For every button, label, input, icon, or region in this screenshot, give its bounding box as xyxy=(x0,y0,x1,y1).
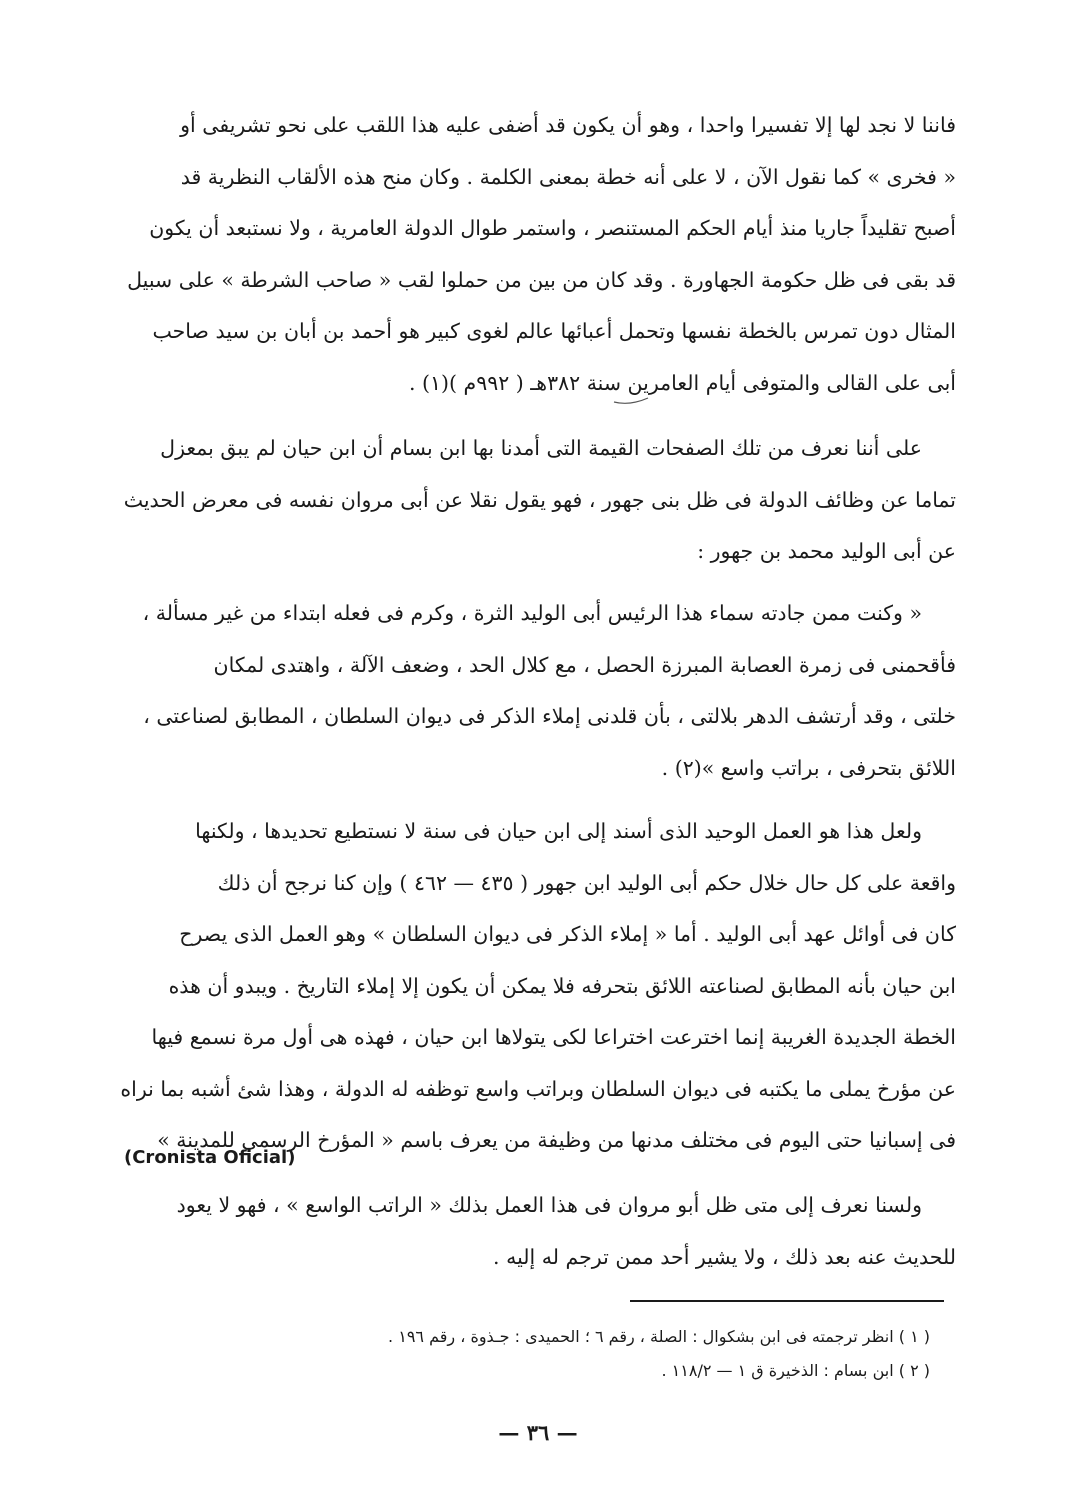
paragraph-line: أبى على القالى والمتوفى أيام العامرين سنة ٣٨٢هـ ( ٩٩٢م )(١) . xyxy=(408,370,956,395)
quotation-paragraph xyxy=(100,588,956,794)
footnote-divider xyxy=(630,1300,944,1302)
stray-ink-mark xyxy=(612,396,650,406)
paragraph-line: كان فى أوائل عهد أبى الوليد . أما « إملاء الذكر فى ديوان السلطان » وهو العمل الذى يصرح xyxy=(179,922,956,946)
page-number: — ٣٦ — xyxy=(498,1420,578,1445)
paragraph-line: فأقحمنى فى زمرة العصابة المبرزة الحصل ، مع كلال الحد ، وضعف الآلة ، واهتدى لمكان xyxy=(213,652,956,677)
paragraph-line: واقعة على كل حال خلال حكم أبى الوليد ابن جهور ( ٤٣٥ — ٤٦٢ ) وإن كنا نرجح أن ذلك xyxy=(217,870,956,895)
paragraph-line: « فخرى » كما نقول الآن ، لا على أنه خطة بمعنى الكلمة . وكان منح هذه الألقاب النظرية قد xyxy=(180,164,956,189)
paragraph-line: للحديث عنه بعد ذلك ، ولا يشير أحد ممن ترجم له إليه . xyxy=(493,1244,956,1269)
paragraph-line: ولسنا نعرف إلى متى ظل أبو مروان فى هذا العمل بذلك « الراتب الواسع » ، فهو لا يعود xyxy=(176,1193,922,1217)
paragraph-4 xyxy=(100,806,956,1167)
paragraph-line: المثال دون تمرس بالخطة نفسها وتحمل أعبائها عالم لغوى كبير هو أحمد بن أبان بن سيد صاحب xyxy=(152,319,956,343)
paragraph-5 xyxy=(100,1180,956,1283)
paragraph-line: خلتى ، وقد أرتشف الدهر بلالتى ، بأن قلدنى إملاء الذكر فى ديوان السلطان ، المطابق لصناعتى ، xyxy=(143,704,956,728)
paragraph-line: ابن حيان بأنه المطابق لصناعته اللائق بتحرفه فلا يمكن أن يكون إلا إملاء التاريخ . ويبدو أن هذه xyxy=(168,973,956,998)
paragraph-1 xyxy=(100,100,956,409)
paragraph-line: ولعل هذا هو العمل الوحيد الذى أسند إلى ابن حيان فى سنة لا نستطيع تحديدها ، ولكنها xyxy=(195,819,922,843)
footnotes xyxy=(230,1320,930,1388)
paragraph-line: تماما عن وظائف الدولة فى ظل بنى جهور ، فهو يقول نقلا عن أبى مروان نفسه فى معرض الحديث xyxy=(123,487,956,512)
paragraph-line: « وكنت ممن جادته سماء هذا الرئيس أبى الوليد الثرة ، وكرم فى فعله ابتداء من غير مسألة ، xyxy=(142,601,922,625)
paragraph-2 xyxy=(100,423,956,578)
latin-term: (Cronista Oficial) xyxy=(124,1147,296,1168)
paragraph-line: قد بقى فى ظل حكومة الجهاورة . وقد كان من بين من حملوا لقب « صاحب الشرطة » على سبيل xyxy=(127,267,956,292)
paragraph-line: اللائق بتحرفى ، براتب واسع »(٢) . xyxy=(661,755,956,780)
paragraph-line: فى إسبانيا حتى اليوم فى مختلف مدنها من وظيفة من يعرف باسم « المؤرخ الرسمى للمدينة » xyxy=(157,1128,956,1152)
paragraph-line: على أننا نعرف من تلك الصفحات القيمة التى أمدنا بها ابن بسام أن ابن حيان لم يبق بمعزل xyxy=(160,436,922,460)
paragraph-line: عن مؤرخ يملى ما يكتبه فى ديوان السلطان وبراتب واسع توظفه له الدولة ، وهذا شئ أشبه بما نراه xyxy=(120,1076,956,1101)
paragraph-line: الخطة الجديدة الغريبة إنما اخترعت اختراعا لكى يتولاها ابن حيان ، فهذه هى أول مرة نسمع فيها xyxy=(151,1025,956,1049)
footnote-2: ( ٢ ) ابن بسام : الذخيرة ق ١ — ١١٨/٢ . xyxy=(661,1361,930,1380)
paragraph-line: عن أبى الوليد محمد بن جهور : xyxy=(697,539,956,563)
footnote-1: ( ١ ) انظر ترجمته فى ابن بشكوال : الصلة ، رقم ٦ ؛ الحميدى : جـذوة ، رقم ١٩٦ . xyxy=(388,1327,930,1346)
paragraph-line: فاننا لا نجد لها إلا تفسيرا واحدا ، وهو أن يكون قد أضفى عليه هذا اللقب على نحو تشريفى أو xyxy=(180,113,956,137)
paragraph-line: أصبح تقليداً جاريا منذ أيام الحكم المستنصر ، واستمر طوال الدولة العامرية ، ولا نستبعد أن يكون xyxy=(149,216,956,240)
